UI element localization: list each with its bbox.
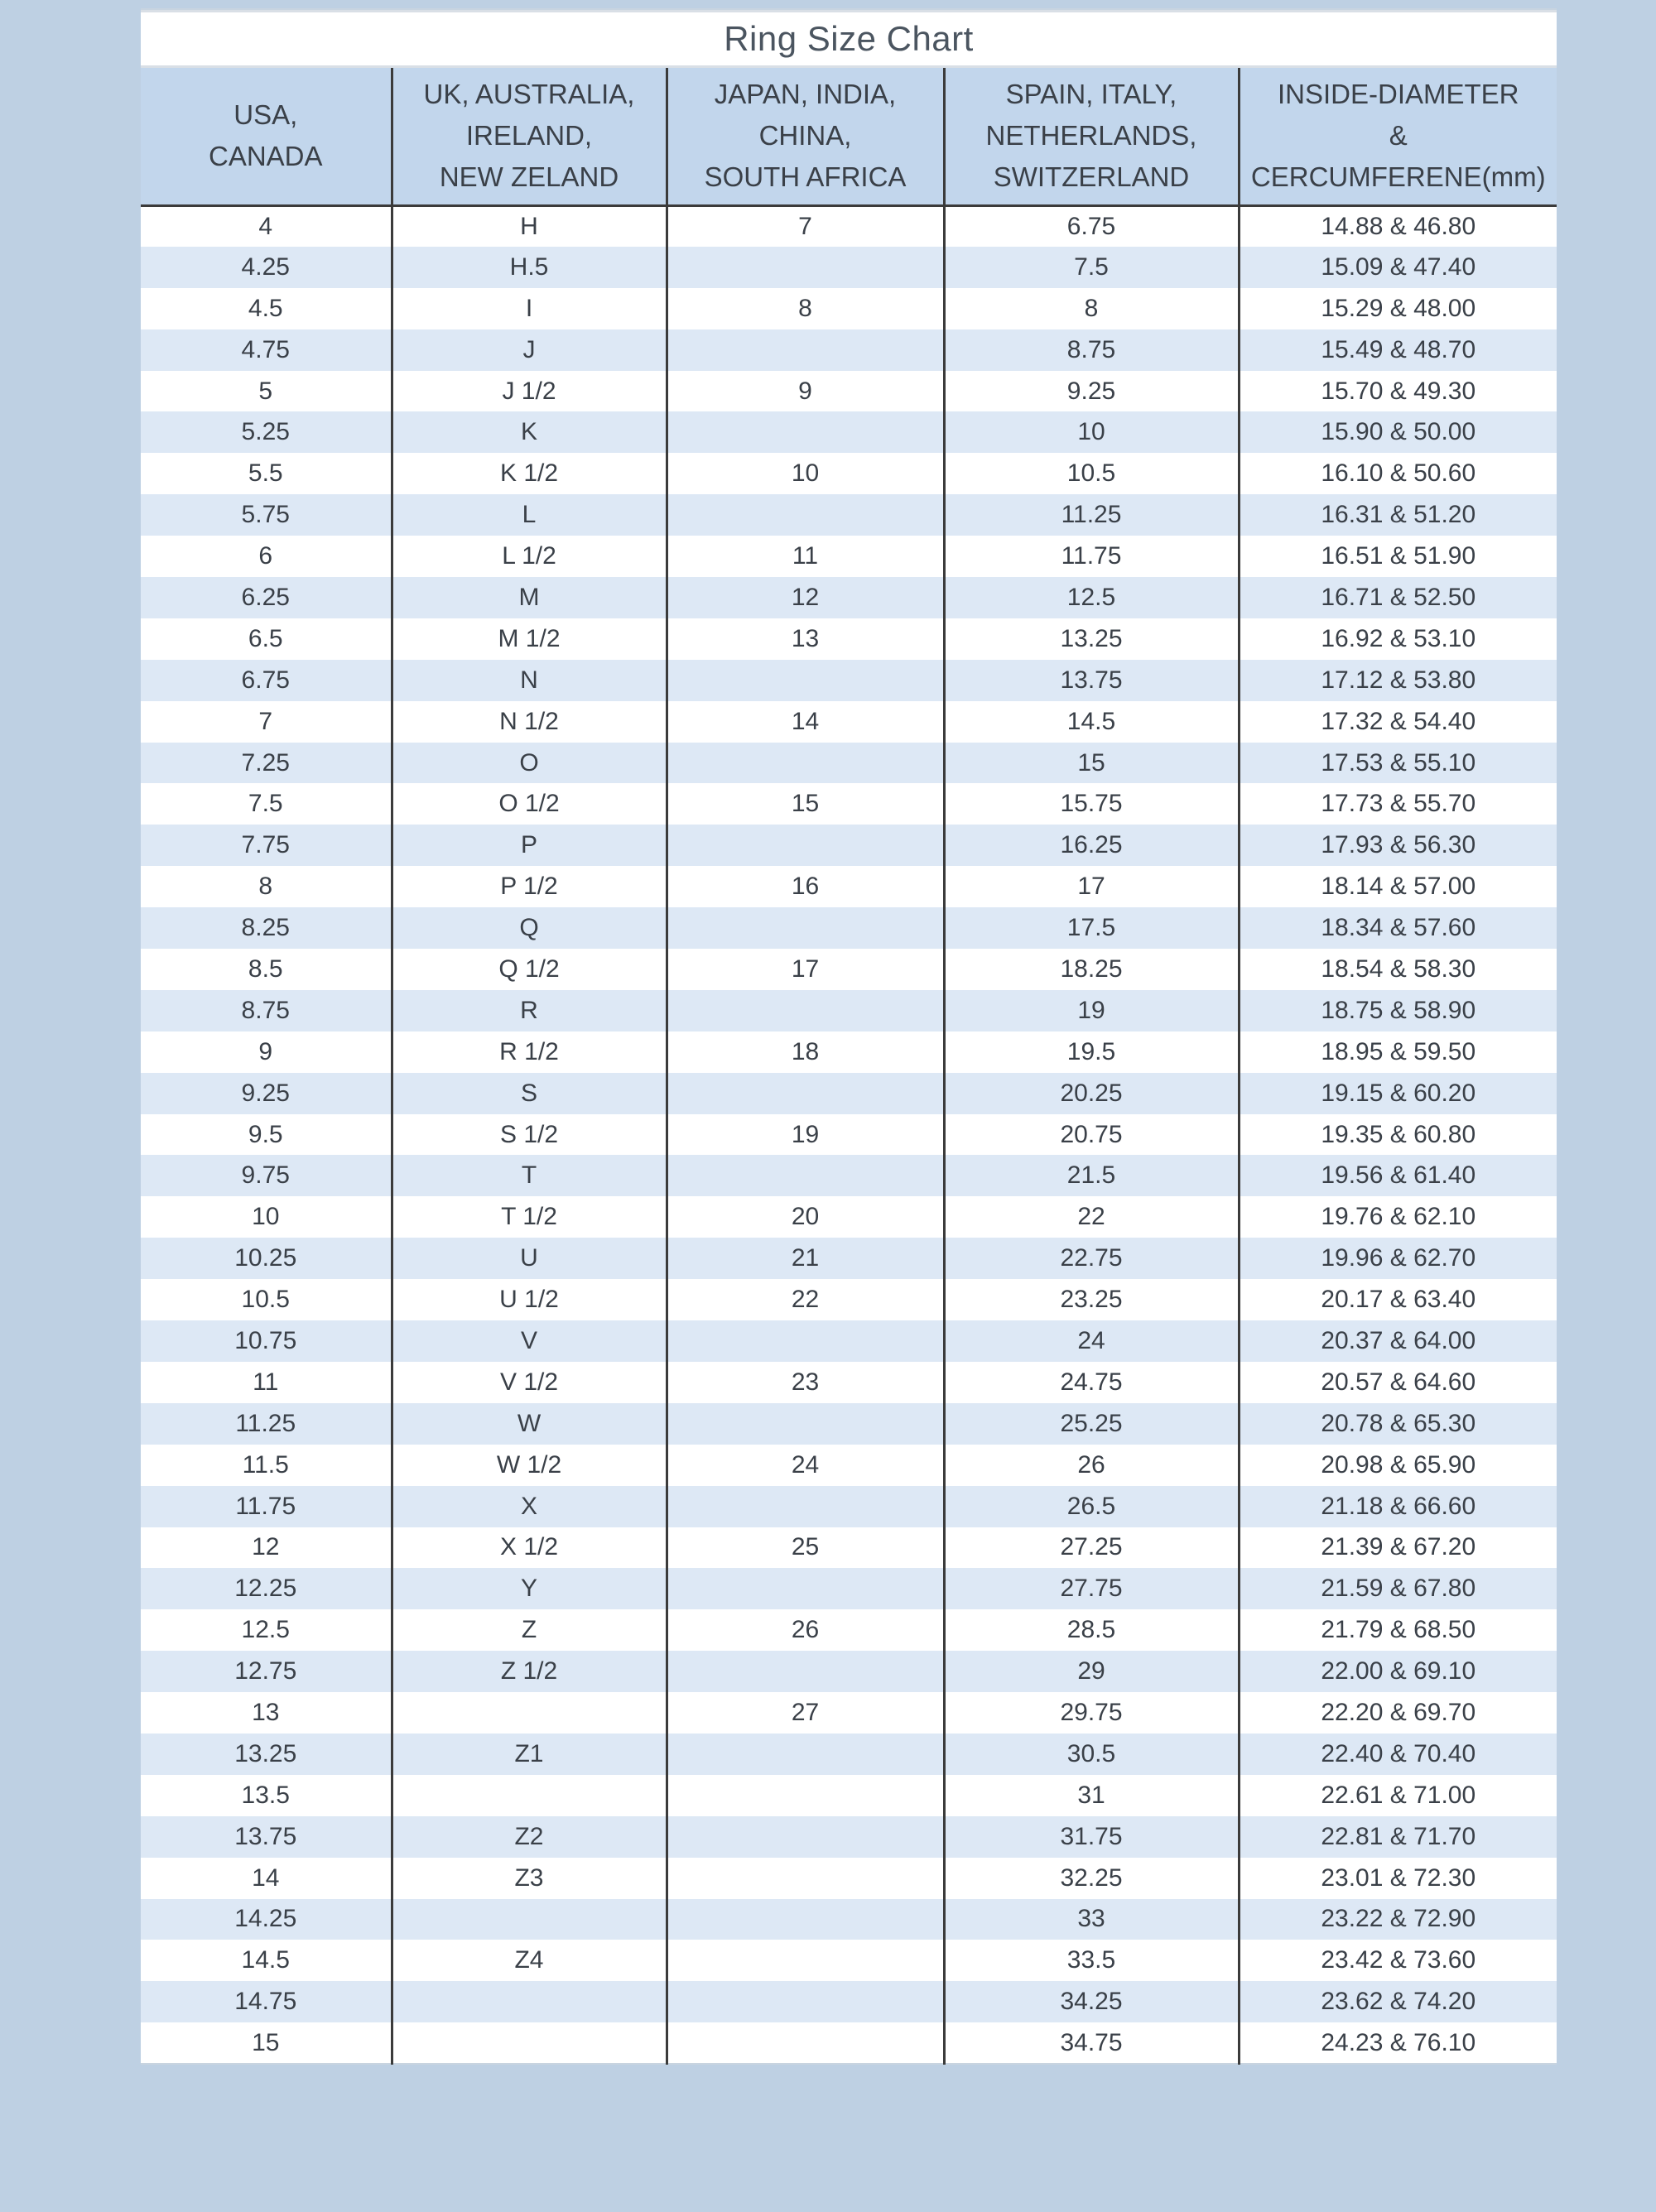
column-header-uk-australia: UK, AUSTRALIA, IRELAND, NEW ZELAND: [392, 68, 667, 205]
cell-diameter-circumference: 23.42 & 73.60: [1239, 1940, 1557, 1981]
cell-uk-australia: X 1/2: [392, 1527, 667, 1569]
cell-japan-india: 17: [667, 949, 944, 990]
cell-japan-india: [667, 660, 944, 701]
table-row: [141, 577, 1557, 618]
cell-spain-italy: 34.75: [944, 2022, 1239, 2064]
cell-diameter-circumference: 19.15 & 60.20: [1239, 1073, 1557, 1114]
cell-usa-canada: 9.5: [141, 1114, 392, 1156]
cell-japan-india: 18: [667, 1031, 944, 1073]
cell-spain-italy: 15: [944, 743, 1239, 784]
cell-usa-canada: 10: [141, 1196, 392, 1238]
cell-uk-australia: W: [392, 1403, 667, 1445]
table-row: [141, 825, 1557, 866]
cell-uk-australia: S: [392, 1073, 667, 1114]
cell-diameter-circumference: 24.23 & 76.10: [1239, 2022, 1557, 2064]
table-row: [141, 1981, 1557, 2022]
cell-uk-australia: V 1/2: [392, 1362, 667, 1403]
table-row: [141, 907, 1557, 949]
cell-usa-canada: 4: [141, 205, 392, 247]
cell-uk-australia: Y: [392, 1568, 667, 1609]
cell-usa-canada: 12.5: [141, 1609, 392, 1651]
cell-diameter-circumference: 22.20 & 69.70: [1239, 1692, 1557, 1734]
cell-diameter-circumference: 22.61 & 71.00: [1239, 1775, 1557, 1816]
cell-spain-italy: 6.75: [944, 205, 1239, 247]
cell-japan-india: 27: [667, 1692, 944, 1734]
cell-japan-india: 22: [667, 1279, 944, 1320]
cell-uk-australia: Z 1/2: [392, 1651, 667, 1692]
cell-usa-canada: 4.25: [141, 247, 392, 288]
cell-usa-canada: 15: [141, 2022, 392, 2064]
cell-spain-italy: 10.5: [944, 453, 1239, 494]
cell-uk-australia: U 1/2: [392, 1279, 667, 1320]
cell-usa-canada: 6.5: [141, 618, 392, 660]
cell-usa-canada: 5.75: [141, 494, 392, 536]
cell-diameter-circumference: 22.00 & 69.10: [1239, 1651, 1557, 1692]
cell-japan-india: [667, 743, 944, 784]
table-row: [141, 1155, 1557, 1196]
cell-usa-canada: 5.5: [141, 453, 392, 494]
cell-japan-india: [667, 494, 944, 536]
cell-usa-canada: 6.75: [141, 660, 392, 701]
cell-usa-canada: 12.25: [141, 1568, 392, 1609]
cell-japan-india: [667, 1899, 944, 1940]
cell-japan-india: 26: [667, 1609, 944, 1651]
cell-spain-italy: 11.25: [944, 494, 1239, 536]
cell-japan-india: [667, 1940, 944, 1981]
cell-japan-india: 7: [667, 205, 944, 247]
cell-usa-canada: 6: [141, 536, 392, 577]
cell-japan-india: [667, 907, 944, 949]
table-row: [141, 1734, 1557, 1775]
cell-spain-italy: 14.5: [944, 701, 1239, 743]
cell-diameter-circumference: 15.29 & 48.00: [1239, 288, 1557, 329]
cell-diameter-circumference: 19.56 & 61.40: [1239, 1155, 1557, 1196]
table-row: [141, 288, 1557, 329]
cell-uk-australia: L: [392, 494, 667, 536]
cell-spain-italy: 34.25: [944, 1981, 1239, 2022]
cell-japan-india: 21: [667, 1238, 944, 1279]
cell-uk-australia: H.5: [392, 247, 667, 288]
cell-diameter-circumference: 15.09 & 47.40: [1239, 247, 1557, 288]
cell-japan-india: [667, 825, 944, 866]
cell-japan-india: [667, 1981, 944, 2022]
cell-diameter-circumference: 20.78 & 65.30: [1239, 1403, 1557, 1445]
table-row: [141, 701, 1557, 743]
table-row: [141, 990, 1557, 1031]
table-row: [141, 329, 1557, 371]
cell-uk-australia: K 1/2: [392, 453, 667, 494]
cell-diameter-circumference: 17.93 & 56.30: [1239, 825, 1557, 866]
cell-usa-canada: 14.5: [141, 1940, 392, 1981]
column-header-inside-diameter: INSIDE-DIAMETER & CERCUMFERENE(mm): [1239, 68, 1557, 205]
table-row: [141, 1196, 1557, 1238]
cell-uk-australia: P: [392, 825, 667, 866]
cell-usa-canada: 9.25: [141, 1073, 392, 1114]
cell-spain-italy: 19: [944, 990, 1239, 1031]
cell-usa-canada: 13.25: [141, 1734, 392, 1775]
cell-usa-canada: 8.75: [141, 990, 392, 1031]
cell-spain-italy: 18.25: [944, 949, 1239, 990]
cell-uk-australia: K: [392, 411, 667, 453]
cell-spain-italy: 22: [944, 1196, 1239, 1238]
cell-uk-australia: O 1/2: [392, 783, 667, 825]
cell-spain-italy: 31: [944, 1775, 1239, 1816]
cell-uk-australia: Z3: [392, 1858, 667, 1899]
cell-spain-italy: 25.25: [944, 1403, 1239, 1445]
cell-usa-canada: 11: [141, 1362, 392, 1403]
cell-diameter-circumference: 14.88 & 46.80: [1239, 205, 1557, 247]
column-header-japan-india: JAPAN, INDIA, CHINA, SOUTH AFRICA: [667, 68, 944, 205]
cell-usa-canada: 14.75: [141, 1981, 392, 2022]
cell-diameter-circumference: 17.73 & 55.70: [1239, 783, 1557, 825]
cell-uk-australia: Z: [392, 1609, 667, 1651]
cell-spain-italy: 27.25: [944, 1527, 1239, 1569]
cell-uk-australia: H: [392, 205, 667, 247]
cell-japan-india: [667, 1320, 944, 1362]
cell-diameter-circumference: 21.18 & 66.60: [1239, 1486, 1557, 1527]
table-row: [141, 536, 1557, 577]
cell-uk-australia: R: [392, 990, 667, 1031]
cell-usa-canada: 8.25: [141, 907, 392, 949]
cell-spain-italy: 26.5: [944, 1486, 1239, 1527]
cell-diameter-circumference: 22.40 & 70.40: [1239, 1734, 1557, 1775]
cell-usa-canada: 11.5: [141, 1445, 392, 1486]
cell-japan-india: [667, 247, 944, 288]
cell-diameter-circumference: 21.79 & 68.50: [1239, 1609, 1557, 1651]
cell-usa-canada: 11.25: [141, 1403, 392, 1445]
cell-diameter-circumference: 20.98 & 65.90: [1239, 1445, 1557, 1486]
cell-spain-italy: 26: [944, 1445, 1239, 1486]
cell-japan-india: [667, 2022, 944, 2064]
cell-diameter-circumference: 23.62 & 74.20: [1239, 1981, 1557, 2022]
table-row: [141, 1651, 1557, 1692]
cell-japan-india: [667, 329, 944, 371]
cell-usa-canada: 8: [141, 866, 392, 907]
cell-diameter-circumference: 16.92 & 53.10: [1239, 618, 1557, 660]
cell-uk-australia: [392, 2022, 667, 2064]
table-row: [141, 618, 1557, 660]
table-row: [141, 1403, 1557, 1445]
table-row: [141, 371, 1557, 412]
cell-usa-canada: 13.5: [141, 1775, 392, 1816]
table-row: [141, 411, 1557, 453]
cell-diameter-circumference: 19.76 & 62.10: [1239, 1196, 1557, 1238]
cell-japan-india: [667, 1073, 944, 1114]
cell-spain-italy: 24: [944, 1320, 1239, 1362]
cell-uk-australia: [392, 1775, 667, 1816]
cell-spain-italy: 29.75: [944, 1692, 1239, 1734]
cell-japan-india: 25: [667, 1527, 944, 1569]
cell-spain-italy: 19.5: [944, 1031, 1239, 1073]
table-row: [141, 1073, 1557, 1114]
cell-usa-canada: 14: [141, 1858, 392, 1899]
cell-japan-india: [667, 1155, 944, 1196]
cell-usa-canada: 12.75: [141, 1651, 392, 1692]
cell-spain-italy: 11.75: [944, 536, 1239, 577]
cell-diameter-circumference: 18.95 & 59.50: [1239, 1031, 1557, 1073]
cell-diameter-circumference: 19.35 & 60.80: [1239, 1114, 1557, 1156]
cell-usa-canada: 6.25: [141, 577, 392, 618]
cell-diameter-circumference: 18.54 & 58.30: [1239, 949, 1557, 990]
cell-spain-italy: 13.25: [944, 618, 1239, 660]
table-row: [141, 1858, 1557, 1899]
cell-spain-italy: 33.5: [944, 1940, 1239, 1981]
cell-diameter-circumference: 20.57 & 64.60: [1239, 1362, 1557, 1403]
cell-usa-canada: 10.5: [141, 1279, 392, 1320]
table-header-row: [141, 68, 1557, 205]
cell-uk-australia: W 1/2: [392, 1445, 667, 1486]
cell-usa-canada: 5: [141, 371, 392, 412]
table-row: [141, 949, 1557, 990]
cell-uk-australia: S 1/2: [392, 1114, 667, 1156]
cell-japan-india: 19: [667, 1114, 944, 1156]
table-row: [141, 660, 1557, 701]
cell-japan-india: 8: [667, 288, 944, 329]
cell-spain-italy: 22.75: [944, 1238, 1239, 1279]
cell-usa-canada: 9: [141, 1031, 392, 1073]
cell-spain-italy: 10: [944, 411, 1239, 453]
cell-spain-italy: 21.5: [944, 1155, 1239, 1196]
table-row: [141, 1279, 1557, 1320]
cell-spain-italy: 7.5: [944, 247, 1239, 288]
cell-diameter-circumference: 18.75 & 58.90: [1239, 990, 1557, 1031]
column-header-usa-canada: USA, CANADA: [141, 68, 392, 205]
table-row: [141, 205, 1557, 247]
cell-japan-india: 14: [667, 701, 944, 743]
ring-size-table: [141, 68, 1557, 2065]
table-row: [141, 1445, 1557, 1486]
cell-spain-italy: 20.25: [944, 1073, 1239, 1114]
cell-spain-italy: 9.25: [944, 371, 1239, 412]
cell-usa-canada: 9.75: [141, 1155, 392, 1196]
table-row: [141, 1775, 1557, 1816]
cell-uk-australia: Z2: [392, 1816, 667, 1858]
cell-uk-australia: T 1/2: [392, 1196, 667, 1238]
cell-diameter-circumference: 16.71 & 52.50: [1239, 577, 1557, 618]
table-row: [141, 1609, 1557, 1651]
table-row: [141, 1899, 1557, 1940]
cell-usa-canada: 7.5: [141, 783, 392, 825]
cell-diameter-circumference: 16.51 & 51.90: [1239, 536, 1557, 577]
cell-spain-italy: 29: [944, 1651, 1239, 1692]
cell-japan-india: 15: [667, 783, 944, 825]
cell-diameter-circumference: 23.22 & 72.90: [1239, 1899, 1557, 1940]
cell-diameter-circumference: 18.14 & 57.00: [1239, 866, 1557, 907]
cell-spain-italy: 32.25: [944, 1858, 1239, 1899]
cell-uk-australia: Z4: [392, 1940, 667, 1981]
cell-japan-india: 16: [667, 866, 944, 907]
cell-usa-canada: 14.25: [141, 1899, 392, 1940]
cell-japan-india: 20: [667, 1196, 944, 1238]
table-row: [141, 1114, 1557, 1156]
cell-japan-india: 9: [667, 371, 944, 412]
cell-diameter-circumference: 23.01 & 72.30: [1239, 1858, 1557, 1899]
table-row: [141, 1568, 1557, 1609]
chart-title-bar: [141, 10, 1557, 68]
cell-spain-italy: 28.5: [944, 1609, 1239, 1651]
cell-spain-italy: 30.5: [944, 1734, 1239, 1775]
cell-spain-italy: 23.25: [944, 1279, 1239, 1320]
cell-japan-india: [667, 1403, 944, 1445]
cell-japan-india: 10: [667, 453, 944, 494]
cell-uk-australia: X: [392, 1486, 667, 1527]
top-rule: [141, 0, 1557, 10]
cell-diameter-circumference: 20.17 & 63.40: [1239, 1279, 1557, 1320]
cell-diameter-circumference: 15.49 & 48.70: [1239, 329, 1557, 371]
cell-usa-canada: 10.75: [141, 1320, 392, 1362]
cell-diameter-circumference: 15.70 & 49.30: [1239, 371, 1557, 412]
cell-japan-india: [667, 1734, 944, 1775]
cell-diameter-circumference: 16.10 & 50.60: [1239, 453, 1557, 494]
table-row: [141, 1320, 1557, 1362]
cell-diameter-circumference: 17.32 & 54.40: [1239, 701, 1557, 743]
cell-uk-australia: M 1/2: [392, 618, 667, 660]
cell-uk-australia: N 1/2: [392, 701, 667, 743]
cell-uk-australia: I: [392, 288, 667, 329]
table-row: [141, 1527, 1557, 1569]
cell-spain-italy: 31.75: [944, 1816, 1239, 1858]
table-row: [141, 1238, 1557, 1279]
cell-uk-australia: N: [392, 660, 667, 701]
cell-spain-italy: 33: [944, 1899, 1239, 1940]
cell-spain-italy: 27.75: [944, 1568, 1239, 1609]
cell-usa-canada: 12: [141, 1527, 392, 1569]
cell-uk-australia: J: [392, 329, 667, 371]
cell-usa-canada: 8.5: [141, 949, 392, 990]
cell-diameter-circumference: 17.53 & 55.10: [1239, 743, 1557, 784]
table-row: [141, 866, 1557, 907]
column-header-spain-italy: SPAIN, ITALY, NETHERLANDS, SWITZERLAND: [944, 68, 1239, 205]
cell-spain-italy: 17.5: [944, 907, 1239, 949]
cell-spain-italy: 17: [944, 866, 1239, 907]
cell-spain-italy: 16.25: [944, 825, 1239, 866]
cell-uk-australia: T: [392, 1155, 667, 1196]
cell-japan-india: [667, 1858, 944, 1899]
cell-diameter-circumference: 18.34 & 57.60: [1239, 907, 1557, 949]
cell-japan-india: 13: [667, 618, 944, 660]
cell-spain-italy: 15.75: [944, 783, 1239, 825]
cell-diameter-circumference: 15.90 & 50.00: [1239, 411, 1557, 453]
cell-uk-australia: J 1/2: [392, 371, 667, 412]
cell-japan-india: [667, 990, 944, 1031]
cell-usa-canada: 5.25: [141, 411, 392, 453]
cell-japan-india: 12: [667, 577, 944, 618]
cell-usa-canada: 13: [141, 1692, 392, 1734]
table-row: [141, 247, 1557, 288]
cell-uk-australia: R 1/2: [392, 1031, 667, 1073]
cell-usa-canada: 10.25: [141, 1238, 392, 1279]
cell-usa-canada: 13.75: [141, 1816, 392, 1858]
cell-spain-italy: 8: [944, 288, 1239, 329]
cell-diameter-circumference: 16.31 & 51.20: [1239, 494, 1557, 536]
table-row: [141, 1486, 1557, 1527]
cell-usa-canada: 11.75: [141, 1486, 392, 1527]
cell-uk-australia: L 1/2: [392, 536, 667, 577]
table-row: [141, 2022, 1557, 2064]
cell-japan-india: [667, 1816, 944, 1858]
cell-usa-canada: 7.25: [141, 743, 392, 784]
cell-uk-australia: [392, 1981, 667, 2022]
cell-usa-canada: 4.75: [141, 329, 392, 371]
cell-uk-australia: [392, 1692, 667, 1734]
table-row: [141, 783, 1557, 825]
cell-spain-italy: 24.75: [944, 1362, 1239, 1403]
cell-uk-australia: V: [392, 1320, 667, 1362]
cell-japan-india: [667, 1486, 944, 1527]
cell-uk-australia: M: [392, 577, 667, 618]
cell-uk-australia: Q: [392, 907, 667, 949]
table-row: [141, 1362, 1557, 1403]
cell-uk-australia: O: [392, 743, 667, 784]
cell-japan-india: [667, 1651, 944, 1692]
table-row: [141, 1031, 1557, 1073]
cell-japan-india: [667, 411, 944, 453]
cell-uk-australia: [392, 1899, 667, 1940]
cell-usa-canada: 4.5: [141, 288, 392, 329]
cell-spain-italy: 20.75: [944, 1114, 1239, 1156]
cell-uk-australia: U: [392, 1238, 667, 1279]
cell-uk-australia: P 1/2: [392, 866, 667, 907]
ring-size-chart: [141, 0, 1557, 2065]
table-row: [141, 453, 1557, 494]
cell-japan-india: 23: [667, 1362, 944, 1403]
cell-diameter-circumference: 19.96 & 62.70: [1239, 1238, 1557, 1279]
cell-diameter-circumference: 22.81 & 71.70: [1239, 1816, 1557, 1858]
cell-diameter-circumference: 21.39 & 67.20: [1239, 1527, 1557, 1569]
cell-usa-canada: 7.75: [141, 825, 392, 866]
cell-spain-italy: 13.75: [944, 660, 1239, 701]
cell-japan-india: 11: [667, 536, 944, 577]
cell-diameter-circumference: 20.37 & 64.00: [1239, 1320, 1557, 1362]
cell-diameter-circumference: 17.12 & 53.80: [1239, 660, 1557, 701]
cell-uk-australia: Q 1/2: [392, 949, 667, 990]
cell-spain-italy: 8.75: [944, 329, 1239, 371]
table-row: [141, 1940, 1557, 1981]
cell-japan-india: [667, 1568, 944, 1609]
table-row: [141, 743, 1557, 784]
cell-usa-canada: 7: [141, 701, 392, 743]
table-row: [141, 1692, 1557, 1734]
chart-title: Ring Size Chart: [724, 19, 974, 58]
table-row: [141, 494, 1557, 536]
cell-japan-india: [667, 1775, 944, 1816]
table-row: [141, 1816, 1557, 1858]
cell-spain-italy: 12.5: [944, 577, 1239, 618]
cell-diameter-circumference: 21.59 & 67.80: [1239, 1568, 1557, 1609]
cell-japan-india: 24: [667, 1445, 944, 1486]
cell-uk-australia: Z1: [392, 1734, 667, 1775]
